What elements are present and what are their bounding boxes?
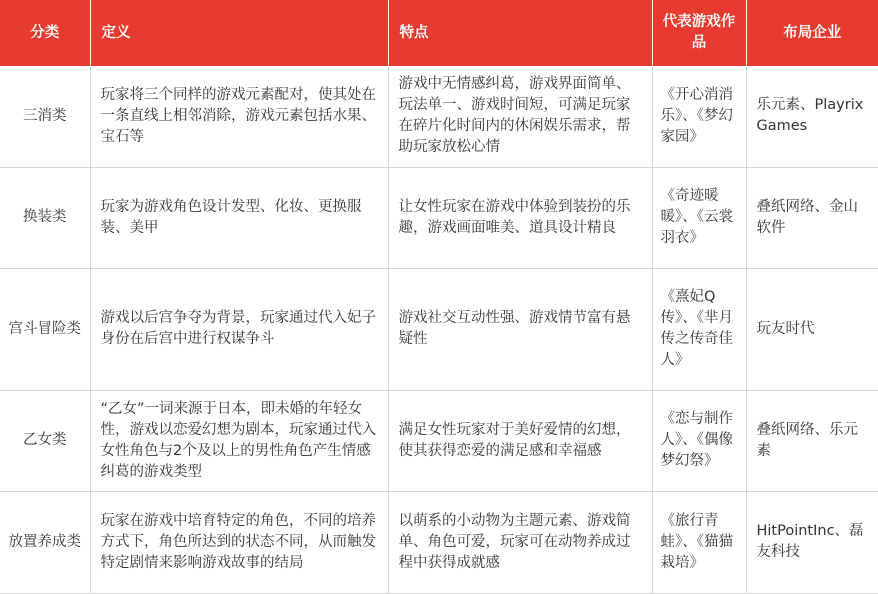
cell-representative: 《熹妃Q传》、《芈月传之传奇佳人》 bbox=[652, 268, 746, 390]
header-representative: 代表游戏作品 bbox=[652, 0, 746, 66]
cell-category: 换装类 bbox=[0, 167, 90, 268]
header-companies: 布局企业 bbox=[746, 0, 878, 66]
cell-category: 放置养成类 bbox=[0, 491, 90, 593]
cell-representative: 《恋与制作人》、《偶像梦幻祭》 bbox=[652, 390, 746, 491]
header-definition: 定义 bbox=[90, 0, 388, 66]
table-header bbox=[0, 0, 878, 66]
header-features: 特点 bbox=[388, 0, 652, 66]
cell-representative: 《旅行青蛙》、《猫猫栽培》 bbox=[652, 491, 746, 593]
cell-category: 三消类 bbox=[0, 66, 90, 167]
cell-representative: 《开心消消乐》、《梦幻家园》 bbox=[652, 66, 746, 167]
header-row bbox=[0, 0, 878, 66]
cell-companies: 玩友时代 bbox=[746, 268, 878, 390]
cell-definition: 游戏以后宫争夺为背景，玩家通过代入妃子身份在后宫中进行权谋争斗 bbox=[90, 268, 388, 390]
table-body bbox=[0, 66, 878, 593]
table-row bbox=[0, 167, 878, 268]
table-row bbox=[0, 491, 878, 593]
table-row bbox=[0, 66, 878, 167]
cell-definition: 玩家在游戏中培育特定的角色，不同的培养方式下，角色所达到的状态不同，从而触发特定剧情来影响游戏故事的结局 bbox=[90, 491, 388, 593]
table-row bbox=[0, 268, 878, 390]
cell-companies: 乐元素、PlayrixGames bbox=[746, 66, 878, 167]
cell-definition: 玩家将三个同样的游戏元素配对，使其处在一条直线上相邻消除，游戏元素包括水果、宝石等 bbox=[90, 66, 388, 167]
cell-features: 游戏社交互动性强、游戏情节富有悬疑性 bbox=[388, 268, 652, 390]
cell-category: 乙女类 bbox=[0, 390, 90, 491]
cell-features: 游戏中无情感纠葛，游戏界面简单、玩法单一、游戏时间短，可满足玩家在碎片化时间内的休闲娱乐需求，帮助玩家放松心情 bbox=[388, 66, 652, 167]
header-category: 分类 bbox=[0, 0, 90, 66]
table-row bbox=[0, 390, 878, 491]
cell-category: 宫斗冒险类 bbox=[0, 268, 90, 390]
cell-companies: 叠纸网络、乐元素 bbox=[746, 390, 878, 491]
cell-definition: 玩家为游戏角色设计发型、化妆、更换服装、美甲 bbox=[90, 167, 388, 268]
cell-features: 让女性玩家在游戏中体验到装扮的乐趣，游戏画面唯美、道具设计精良 bbox=[388, 167, 652, 268]
cell-features: 满足女性玩家对于美好爱情的幻想，使其获得恋爱的满足感和幸福感 bbox=[388, 390, 652, 491]
cell-definition: “乙女”一词来源于日本，即未婚的年轻女性，游戏以恋爱幻想为剧本，玩家通过代入女性角色与2个及以上的男性角色产生情感纠葛的游戏类型 bbox=[90, 390, 388, 491]
cell-features: 以萌系的小动物为主题元素、游戏简单、角色可爱，玩家可在动物养成过程中获得成就感 bbox=[388, 491, 652, 593]
cell-representative: 《奇迹暖暖》、《云裳羽衣》 bbox=[652, 167, 746, 268]
cell-companies: 叠纸网络、金山软件 bbox=[746, 167, 878, 268]
cell-companies: HitPointInc、磊友科技 bbox=[746, 491, 878, 593]
